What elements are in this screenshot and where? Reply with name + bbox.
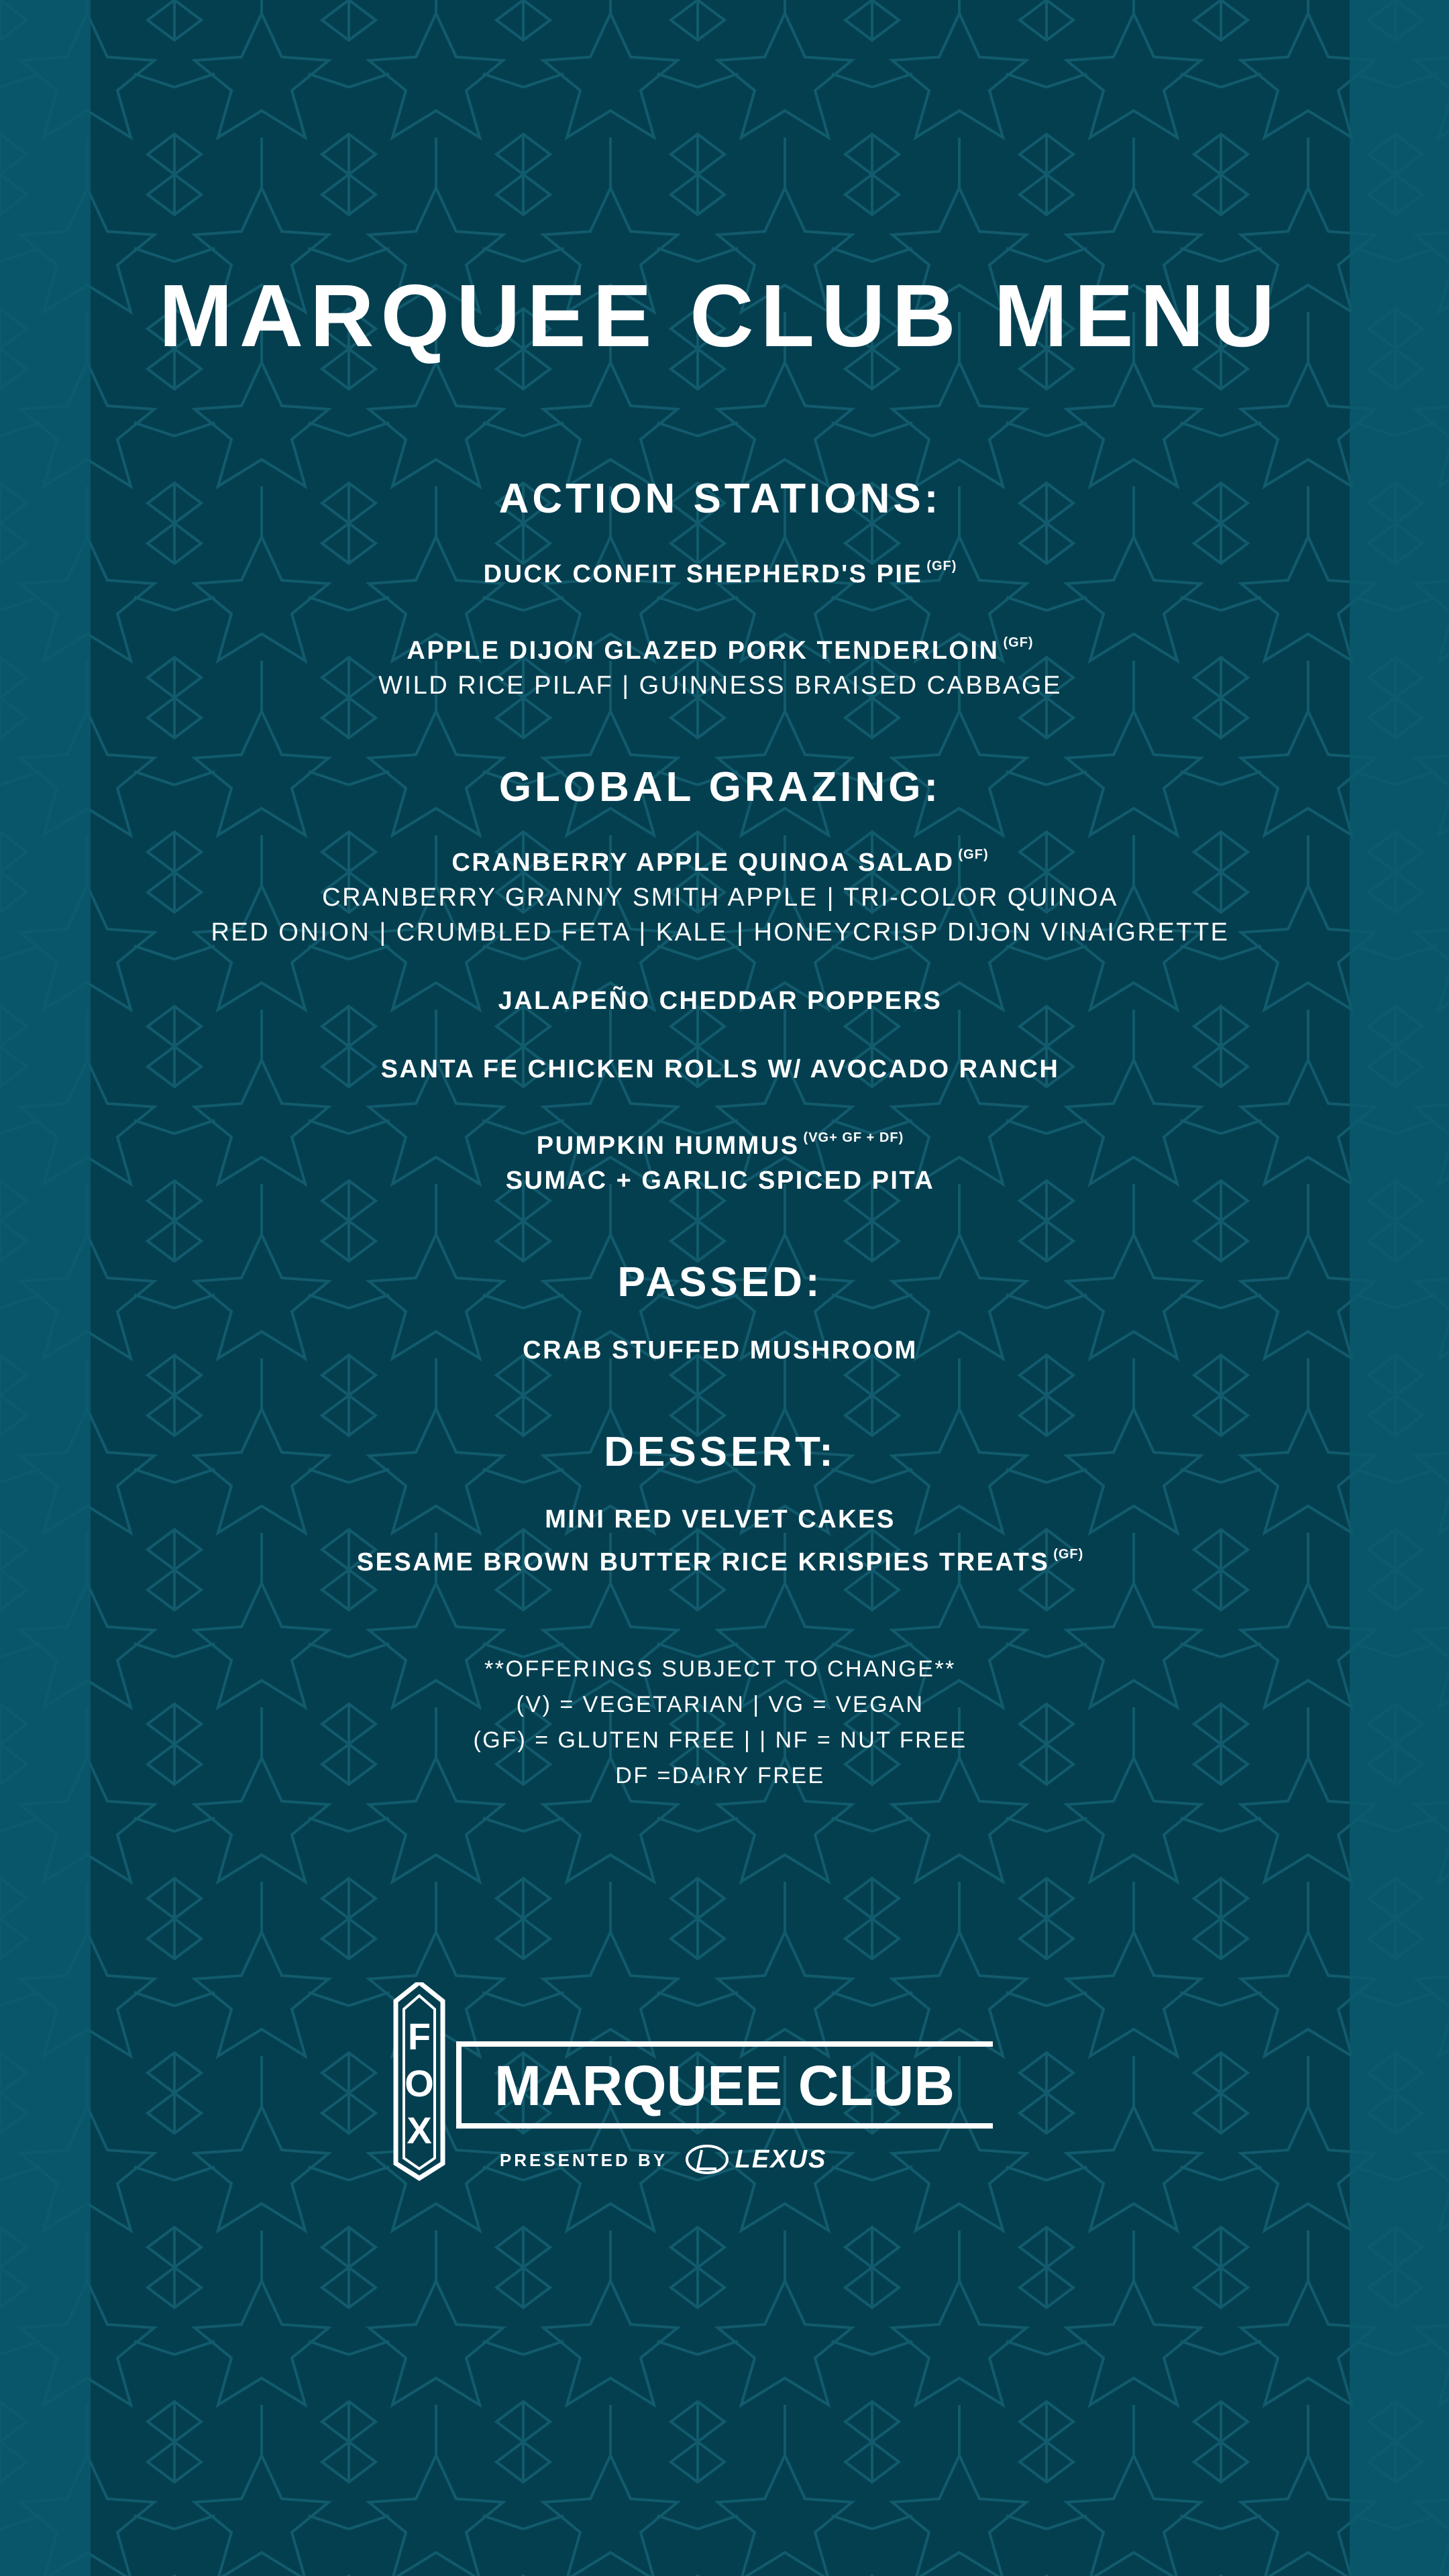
item-name: CRAB STUFFED MUSHROOM <box>523 1336 918 1364</box>
dietary-tag: (GF) <box>958 847 989 863</box>
menu-item <box>91 549 1350 592</box>
logo-rail-top <box>456 2041 993 2047</box>
section-dessert <box>91 1430 1350 1580</box>
item-name: SESAME BROWN BUTTER RICE KRISPIES TREATS <box>356 1548 1050 1576</box>
item-description: RED ONION | CRUMBLED FETA | KALE | HONEYCRISP DIJON VINAIGRETTE <box>211 918 1230 947</box>
fox-marquee-sign-icon <box>396 1982 443 2178</box>
item-name: JALAPEÑO CHEDDAR POPPERS <box>498 987 943 1016</box>
logo-rail-bottom <box>456 2123 993 2129</box>
item-name: PUMPKIN HUMMUS <box>536 1132 800 1161</box>
item-description: CRANBERRY GRANNY SMITH APPLE | TRI-COLOR QUINOA <box>322 883 1118 912</box>
right-side-band <box>1350 0 1449 2576</box>
sponsor-name: LEXUS <box>735 2145 827 2174</box>
dietary-tag: (VG+ GF + DF) <box>803 1130 904 1146</box>
marquee-club-logo <box>362 1982 1006 2184</box>
lexus-logo-icon <box>687 2146 727 2173</box>
item-name: SANTA FE CHICKEN ROLLS W/ AVOCADO RANCH <box>380 1055 1060 1084</box>
logo-rail-left <box>456 2041 462 2129</box>
menu-item <box>91 1052 1350 1087</box>
menu-item <box>91 983 1350 1018</box>
item-description: WILD RICE PILAF | GUINNESS BRAISED CABBAGE <box>378 672 1062 700</box>
dietary-tag: (GF) <box>926 559 957 574</box>
logo-club-name: MARQUEE CLUB <box>494 2054 955 2117</box>
logo-letter: X <box>407 2109 432 2151</box>
section-heading: DESSERT: <box>604 1428 837 1475</box>
item-description: SUMAC + GARLIC SPICED PITA <box>505 1167 935 1195</box>
section-global-grazing <box>91 765 1350 1198</box>
menu-item <box>91 625 1350 703</box>
left-side-band <box>0 0 91 2576</box>
section-action-stations <box>91 476 1350 703</box>
dietary-tag: (GF) <box>1003 635 1034 651</box>
dietary-tag: (GF) <box>1053 1546 1084 1562</box>
menu-item <box>91 1120 1350 1198</box>
section-passed <box>91 1260 1350 1367</box>
item-name-line <box>91 837 1350 880</box>
item-name-line <box>91 1120 1350 1163</box>
item-name-line <box>91 549 1350 592</box>
item-name: DUCK CONFIT SHEPHERD'S PIE <box>483 560 923 589</box>
menu-item <box>91 1502 1350 1580</box>
item-name: CRANBERRY APPLE QUINOA SALAD <box>451 849 955 877</box>
logo-letter: O <box>405 2062 434 2104</box>
logo-letter: F <box>407 2015 431 2057</box>
menu-item <box>91 1333 1350 1368</box>
note-line: DF =DAIRY FREE <box>615 1763 825 1788</box>
section-heading: GLOBAL GRAZING: <box>498 764 942 811</box>
dietary-notes <box>91 1652 1350 1794</box>
menu-sections <box>91 476 1350 1642</box>
item-name: MINI RED VELVET CAKES <box>545 1505 896 1534</box>
menu-title: MARQUEE CLUB MENU <box>158 266 1282 365</box>
note-line: (GF) = GLUTEN FREE | | NF = NUT FREE <box>473 1727 967 1753</box>
item-name-line <box>91 625 1350 668</box>
section-heading: ACTION STATIONS: <box>498 476 942 522</box>
item-name: APPLE DIJON GLAZED PORK TENDERLOIN <box>407 637 1000 665</box>
menu-item <box>91 837 1350 950</box>
item-name-line <box>91 1537 1350 1580</box>
note-line: **OFFERINGS SUBJECT TO CHANGE** <box>484 1656 956 1682</box>
note-line: (V) = VEGETARIAN | VG = VEGAN <box>516 1692 924 1717</box>
section-heading: PASSED: <box>617 1259 823 1306</box>
menu-content <box>91 0 1350 2576</box>
presented-by-label: PRESENTED BY <box>499 2150 668 2170</box>
